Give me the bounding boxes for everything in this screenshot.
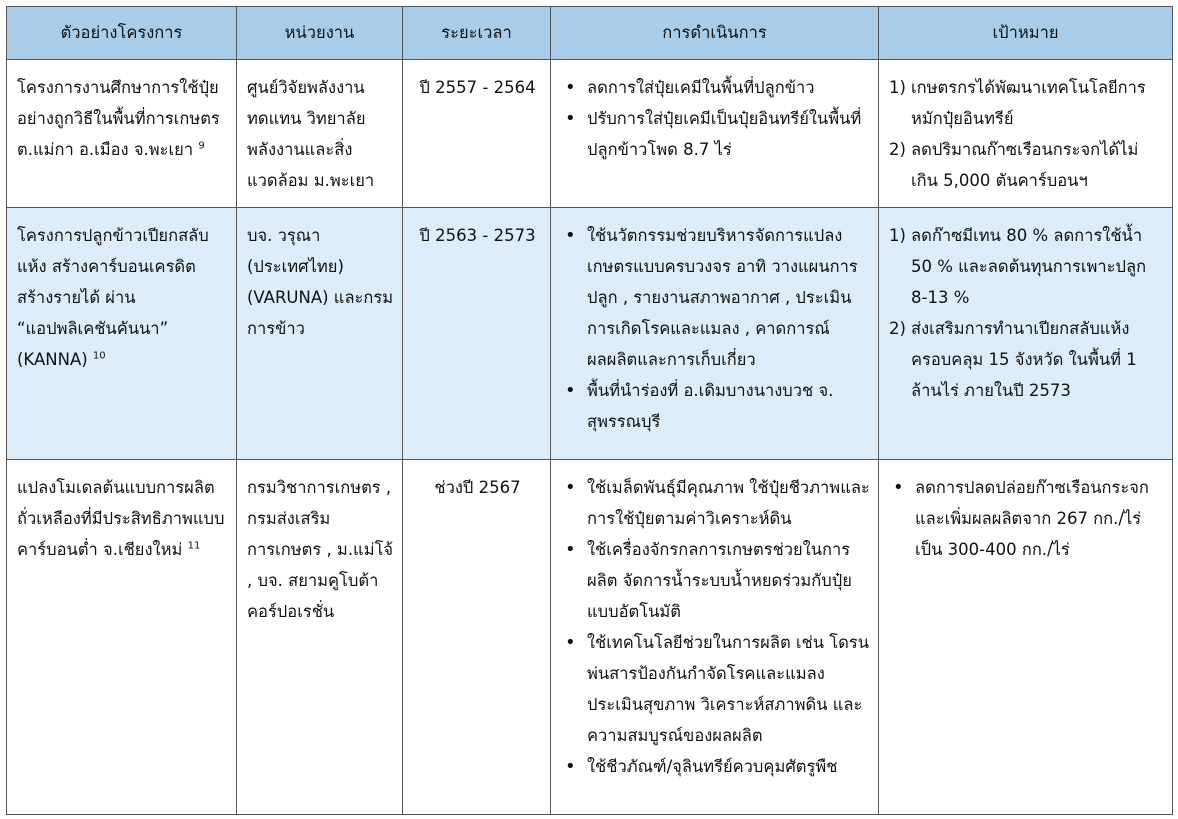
goal-text: เกษตรกรได้พัฒนาเทคโนโลยีการหมักปุ๋ยอินทรีย์ — [911, 78, 1146, 128]
goal-item: • ลดการปลดปล่อยก๊าซเรือนกระจก และเพิ่มผลผลิตจาก 267 กก./ไร่ เป็น 300-400 กก./ไร่ — [889, 472, 1164, 565]
table-row — [7, 208, 1173, 460]
actions-cell — [551, 208, 879, 460]
goal-item — [889, 72, 1164, 134]
action-item: • ปรับการใส่ปุ๋ยเคมีเป็นปุ๋ยอินทรีย์ในพื้นที่ปลูกข้าวโพด 8.7 ไร่ — [561, 103, 870, 165]
goal-item — [889, 134, 1164, 196]
action-item: • ใช้เครื่องจักรกลการเกษตรช่วยในการผลิต จัดการน้ำระบบน้ำหยดร่วมกับปุ๋ยแบบอัตโนมัติ — [561, 534, 870, 627]
agency-name: บจ. วรุณา (ประเทศไทย) (VARUNA) และกรมการข้าว — [247, 226, 394, 338]
goal-text: ลดปริมาณก๊าซเรือนกระจกได้ไม่เกิน 5,000 ตันคาร์บอนฯ — [911, 140, 1139, 190]
table-row — [7, 460, 1173, 815]
goal-number: 1) — [889, 226, 906, 245]
period-text: ช่วงปี 2567 — [434, 478, 521, 497]
goals-cell — [879, 60, 1173, 208]
goals-list — [889, 220, 1164, 406]
header-project: ตัวอย่างโครงการ — [7, 7, 237, 60]
table-row — [7, 60, 1173, 208]
actions-list — [561, 72, 870, 165]
goal-text: ลดก๊าซมีเทน 80 % ลดการใช้น้ำ 50 % และลดต้นทุนการเพาะปลูก 8-13 % — [911, 226, 1147, 307]
project-cell — [7, 60, 237, 208]
goals-cell — [879, 208, 1173, 460]
period-text: ปี 2557 - 2564 — [419, 78, 536, 97]
action-item: • ลดการใส่ปุ๋ยเคมีในพื้นที่ปลูกข้าว — [561, 72, 870, 103]
actions-cell — [551, 60, 879, 208]
reference-number: 11 — [187, 540, 201, 552]
agency-name: ศูนย์วิจัยพลังงานทดแทน วิทยาลัยพลังงานและสิ่งแวดล้อม ม.พะเยา — [247, 78, 375, 190]
agency-cell — [237, 460, 403, 815]
project-cell — [7, 208, 237, 460]
project-name: โครงการงานศึกษาการใช้ปุ๋ยอย่างถูกวิธีในพื้นที่การเกษตร ต.แม่กา อ.เมือง จ.พะเยา — [17, 78, 220, 159]
actions-list — [561, 472, 870, 782]
period-text: ปี 2563 - 2573 — [419, 226, 536, 245]
agency-cell — [237, 208, 403, 460]
header-goals: เป้าหมาย — [879, 7, 1173, 60]
project-name: แปลงโมเดลต้นแบบการผลิตถั่วเหลืองที่มีประสิทธิภาพแบบคาร์บอนต่ำ จ.เชียงใหม่ — [17, 478, 225, 559]
header-actions: การดำเนินการ — [551, 7, 879, 60]
action-item: • ใช้เทคโนโลยีช่วยในการผลิต เช่น โดรนพ่นสารป้องกันกำจัดโรคและแมลง ประเมินสุขภาพ วิเคราะห์สภาพดิน และความสมบูรณ์ของผลผลิต — [561, 627, 870, 751]
agency-cell — [237, 60, 403, 208]
project-cell — [7, 460, 237, 815]
period-cell — [403, 60, 551, 208]
header-agency: หน่วยงาน — [237, 7, 403, 60]
goals-cell — [879, 460, 1173, 815]
agency-name: กรมวิชาการเกษตร , กรมส่งเสริมการเกษตร , ม.แม่โจ้ , บจ. สยามคูโบต้าคอร์ปอเรชั่น — [247, 478, 394, 621]
header-row — [7, 7, 1173, 60]
project-table — [6, 6, 1173, 815]
goals-list — [889, 72, 1164, 196]
period-cell — [403, 460, 551, 815]
goal-number: 2) — [889, 319, 906, 338]
header-period: ระยะเวลา — [403, 7, 551, 60]
reference-number: 10 — [92, 350, 106, 362]
goals-list — [889, 472, 1164, 565]
reference-number: 9 — [198, 140, 205, 152]
action-item: • ใช้ชีวภัณฑ์/จุลินทรีย์ควบคุมศัตรูพืช — [561, 751, 870, 782]
action-item: • พื้นที่นำร่องที่ อ.เดิมบางนางบวช จ. สุพรรณบุรี — [561, 375, 870, 437]
actions-cell — [551, 460, 879, 815]
actions-list — [561, 220, 870, 437]
goal-item — [889, 313, 1164, 406]
goal-text: ส่งเสริมการทำนาเปียกสลับแห้ง ครอบคลุม 15 จังหวัด ในพื้นที่ 1 ล้านไร่ ภายในปี 2573 — [911, 319, 1137, 400]
action-item: • ใช้เมล็ดพันธุ์มีคุณภาพ ใช้ปุ๋ยชีวภาพและการใช้ปุ๋ยตามค่าวิเคราะห์ดิน — [561, 472, 870, 534]
action-item: • ใช้นวัตกรรมช่วยบริหารจัดการแปลงเกษตรแบบครบวงจร อาทิ วางแผนการปลูก , รายงานสภาพอากาศ , ประเมินการเกิดโรคและแมลง , คาดการณ์ผลผลิตและการเก็บเกี่ยว — [561, 220, 870, 375]
goal-number: 2) — [889, 140, 906, 159]
project-name: โครงการปลูกข้าวเปียกสลับแห้ง สร้างคาร์บอนเครดิต สร้างรายได้ ผ่าน “แอปพลิเคชันคันนา” (KANNA) — [17, 226, 209, 369]
goal-number: 1) — [889, 78, 906, 97]
period-cell — [403, 208, 551, 460]
goal-item — [889, 220, 1164, 313]
